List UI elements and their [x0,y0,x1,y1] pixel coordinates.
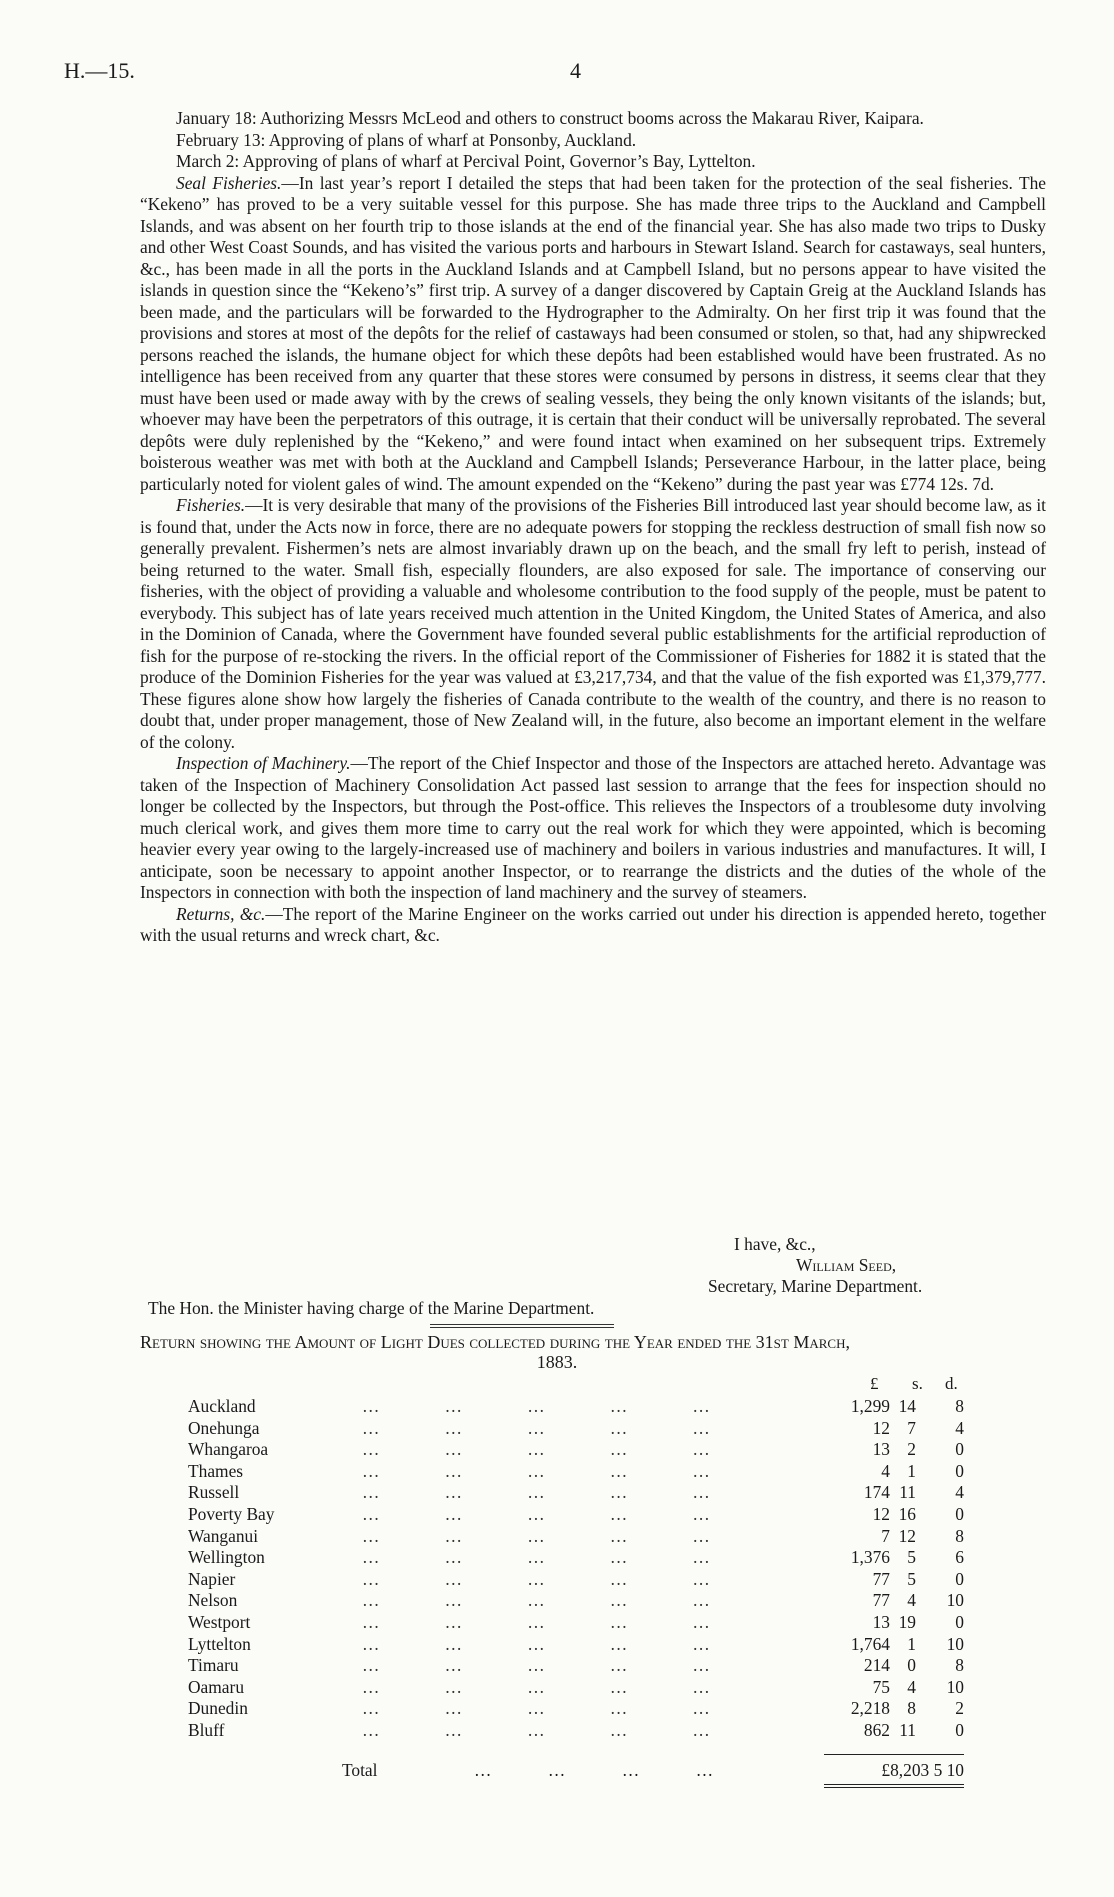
amount-pounds: 77 [872,1568,890,1589]
amount-pence: 4 [955,1417,964,1438]
leader-dots: … … … … … [362,1612,710,1632]
place-name: Dunedin [188,1698,248,1719]
table-title: Return showing the Amount of Light Dues collected during the Year ended the 31st March, [140,1332,850,1352]
signature-title: Secretary, Marine Department. [708,1276,923,1296]
text-returns: —The report of the Marine Engineer on the works carried out under his direction is appended hereto, together with the usual returns and wreck chart, &c. [140,903,1046,945]
amount-pence: 10 [946,1676,964,1697]
amount-pence: 0 [955,1460,964,1481]
total-amount: £8,203 5 10 [881,1760,964,1780]
place-name: Nelson [188,1590,238,1611]
table-row [0,1698,1114,1720]
amount-shillings: 0 [907,1655,916,1676]
signature-closing: I have, &c., [734,1234,816,1254]
leader-dots: … … … … … [362,1504,710,1524]
table-row [0,1634,1114,1656]
paragraph-makarau: January 18: Authorizing Messrs McLeod and others to construct booms across the Makarau River, Kaipara. [176,108,924,128]
leader-dots: … … … … … [362,1633,710,1654]
heading-returns: Returns, &c. [176,903,266,924]
leader-dots: … … … … … [362,1460,710,1481]
amount-pounds: 2,218 [850,1698,890,1719]
table-row [0,1612,1114,1634]
amount-pounds: 12 [872,1504,890,1524]
leader-dots: … … … … … [362,1547,710,1568]
place-name: Napier [188,1568,236,1589]
amount-shillings: 2 [907,1439,916,1460]
leader-dots: … … … … … [362,1439,710,1460]
place-name: Onehunga [188,1417,260,1438]
table-row [0,1547,1114,1569]
amount-pounds: 13 [872,1612,890,1632]
place-name: Timaru [188,1655,239,1676]
amount-pounds: 4 [881,1460,890,1481]
addressee: The Hon. the Minister having charge of the Marine Department. [148,1298,595,1318]
paragraph-fisheries [140,495,1046,753]
heading-inspection: Inspection of Machinery. [176,753,351,773]
paragraph-seal-fisheries [140,173,1046,496]
leader-dots: … … … … … [362,1568,710,1589]
table-row [0,1720,1114,1742]
leader-dots: … … … … … [362,1720,710,1740]
place-name: Westport [188,1612,251,1632]
amount-shillings: 12 [898,1525,916,1546]
table-row [0,1655,1114,1677]
amount-shillings: 5 [907,1547,916,1568]
total-rule [824,1754,964,1755]
amount-pounds: 12 [872,1417,890,1438]
amount-pounds: 1,764 [850,1633,890,1654]
leader-dots: … … … … … [362,1590,710,1611]
amount-pounds: 1,299 [850,1396,890,1416]
table-row [0,1461,1114,1483]
amount-pounds: 1,376 [850,1547,890,1568]
place-name: Russell [188,1482,240,1503]
place-name: Lyttelton [188,1633,251,1654]
table-row [0,1396,1114,1418]
leader-dots: … … … … … [362,1417,710,1438]
amount-pence: 0 [955,1568,964,1589]
body-text [140,108,1046,947]
text-fisheries: —It is very desirable that many of the provisions of the Fisheries Bill introduced last year should become law, as it is found that, under the Acts now in force, there are no adequate powers for stopping the reckless destruction of small fish now so generally prevalent. Fishermen’s nets are almost invariably drawn up on the beach, and the small fry left to perish, instead of being returned to the water. Small fish, especially flounders, are also exposed for sale. The importance of conserving our fisheries, with the object of providing a valuable and wholesome contribution to the food supply of the people, must be patent to everybody. This subject has of late years received much attention in the United Kingdom, the United States of America, and also in the Dominion of Canada, where the Government have founded several public establishments for the artificial reproduction of fish for the purpose of re-stocking the rivers. In the official report of the Commissioner of Fisheries for 1882 it is stated that the produce of the Dominion Fisheries for the year was valued at £3,217,734, and that the value of the fish exported was £1,379,777. These figures alone show how largely the fisheries of Canada contribute to the wealth of the country, and there is no reason to doubt that, under proper management, those of New Zealand will, in the future, also become an important element in the welfare of the colony. [140,495,1046,752]
amount-pounds: 174 [863,1482,890,1503]
place-name: Wanganui [188,1525,259,1546]
column-pence: d. [945,1374,958,1393]
table-row [0,1569,1114,1591]
amount-pence: 0 [955,1720,964,1740]
amount-pounds: 214 [863,1655,890,1676]
amount-pence: 6 [955,1547,964,1568]
place-name: Wellington [188,1547,265,1568]
heading-seal-fisheries: Seal Fisheries. [176,172,282,193]
leader-dots: … … … … … [362,1698,710,1719]
amount-pence: 0 [955,1612,964,1632]
total-double-rule [824,1787,964,1788]
document-code: H.—15. [64,58,135,83]
amount-shillings: 11 [899,1482,916,1503]
amount-shillings: 5 [907,1568,916,1589]
text-seal-fisheries: —In last year’s report I detailed the steps that had been taken for the protection of the seal fisheries. The “Kekeno” has proved to be a very suitable vessel for this purpose. She has made three trips to the Auckland and Campbell Islands, and was absent on her fourth trip to those islands at the end of the financial year. She has also made two trips to Dusky and other West Coast Sounds, and has visited the various ports and harbours in Stewart Island. Search for castaways, seal hunters, &c., has been made in all the ports in the Auckland Islands and at Campbell Island, but no persons appear to have visited the islands in question since the “Kekeno’s” first trip. A survey of a danger discovered by Captain Greig at the Auckland Islands has been made, and the particulars will be forwarded to the Hydrographer to the Admiralty. On her first trip it was found that the provisions and stores at most of the depôts for the relief of castaways had been consumed or stolen, so that, had any shipwrecked persons reached the islands, the humane object for which these depôts had been established would have been frustrated. As no intelligence has been received from any quarter that these stores were consumed by persons in distress, it seems clear that they must have been used or made away with by the crews of sealing vessels, they being the only known visitants of the islands; but, whoever may have been the perpetrators of this outrage, it is certain that their conduct will be universally reprobated. The several depôts were duly replenished by the “Kekeno,” and were found intact when examined on her subsequent trips. Extremely boisterous weather was met with both at the Auckland and Campbell Islands; Perseverance Harbour, in the latter place, being particularly noted for violent gales of wind. The amount expended on the “Kekeno” during the past year was £774 12s. 7d. [140,172,1046,494]
amount-pence: 4 [955,1482,964,1503]
total-leader-dots: … … … … [474,1760,714,1780]
text-inspection: —The report of the Chief Inspector and those of the Inspectors are attached hereto. Advantage was taken of the Inspection of Machinery Consolidation Act passed last session to arrange that the fees for inspection should no longer be collected by the Inspectors, but through the Post-office. This relieves the Inspectors of a troublesome duty involving much clerical work, and gives them more time to carry out the real work for which they were appointed, which is becoming heavier every year owing to the largely-increased use of machinery and boilers in various industries and manufactures. It will, I anticipate, soon be necessary to appoint another Inspector, or to rearrange the districts and the duties of the whole of the Inspectors in connection with both the inspection of land machinery and the survey of steamers. [140,753,1046,902]
amount-pence: 10 [946,1633,964,1654]
table-title-year: 1883. [536,1352,578,1372]
table-row [0,1590,1114,1612]
divider-rule [430,1327,614,1328]
paragraph-ponsonby: February 13: Approving of plans of wharf at Ponsonby, Auckland. [176,129,637,150]
amount-shillings: 14 [898,1396,916,1416]
page-number: 4 [570,58,581,83]
leader-dots: … … … … … [362,1655,710,1676]
amount-pence: 8 [955,1655,964,1676]
leader-dots: … … … … … [362,1396,710,1416]
place-name: Poverty Bay [188,1504,275,1524]
amount-pounds: 13 [872,1439,890,1460]
amount-pounds: 862 [863,1720,890,1740]
place-name: Whangaroa [188,1439,269,1460]
table-row [0,1504,1114,1526]
amount-shillings: 19 [898,1612,916,1632]
signature-name: William Seed, [796,1255,897,1275]
amount-pounds: 75 [872,1676,890,1697]
amount-shillings: 11 [899,1720,916,1740]
table-row [0,1482,1114,1504]
column-pounds: £ [870,1374,879,1393]
amount-pence: 0 [955,1504,964,1524]
amount-pence: 0 [955,1439,964,1460]
amount-pence: 8 [955,1396,964,1416]
leader-dots: … … … … … [362,1525,710,1546]
place-name: Auckland [188,1396,256,1416]
place-name: Thames [188,1460,244,1481]
total-double-rule [824,1784,964,1785]
place-name: Bluff [188,1720,225,1740]
amount-shillings: 8 [907,1698,916,1719]
table-row [0,1439,1114,1461]
amount-pounds: 77 [872,1590,890,1611]
table-row [0,1418,1114,1440]
paragraph-percival: March 2: Approving of plans of wharf at Percival Point, Governor’s Bay, Lyttelton. [176,151,756,171]
table-row [0,1677,1114,1699]
paragraph-inspection [140,753,1046,904]
table-row [0,1526,1114,1548]
amount-pence: 8 [955,1525,964,1546]
amount-pence: 10 [946,1590,964,1611]
paragraph-returns [140,904,1046,947]
total-label: Total [342,1760,378,1780]
amount-shillings: 1 [907,1633,916,1654]
leader-dots: … … … … … [362,1482,710,1503]
heading-fisheries: Fisheries. [176,495,246,515]
amount-shillings: 1 [907,1460,916,1481]
column-shillings: s. [912,1374,923,1393]
amount-shillings: 4 [907,1676,916,1697]
amount-pence: 2 [955,1698,964,1719]
amount-shillings: 16 [898,1504,916,1524]
place-name: Oamaru [188,1676,245,1697]
amount-shillings: 7 [907,1417,916,1438]
amount-shillings: 4 [907,1590,916,1611]
leader-dots: … … … … … [362,1676,710,1697]
divider-rule [430,1324,614,1325]
amount-pounds: 7 [881,1525,890,1546]
